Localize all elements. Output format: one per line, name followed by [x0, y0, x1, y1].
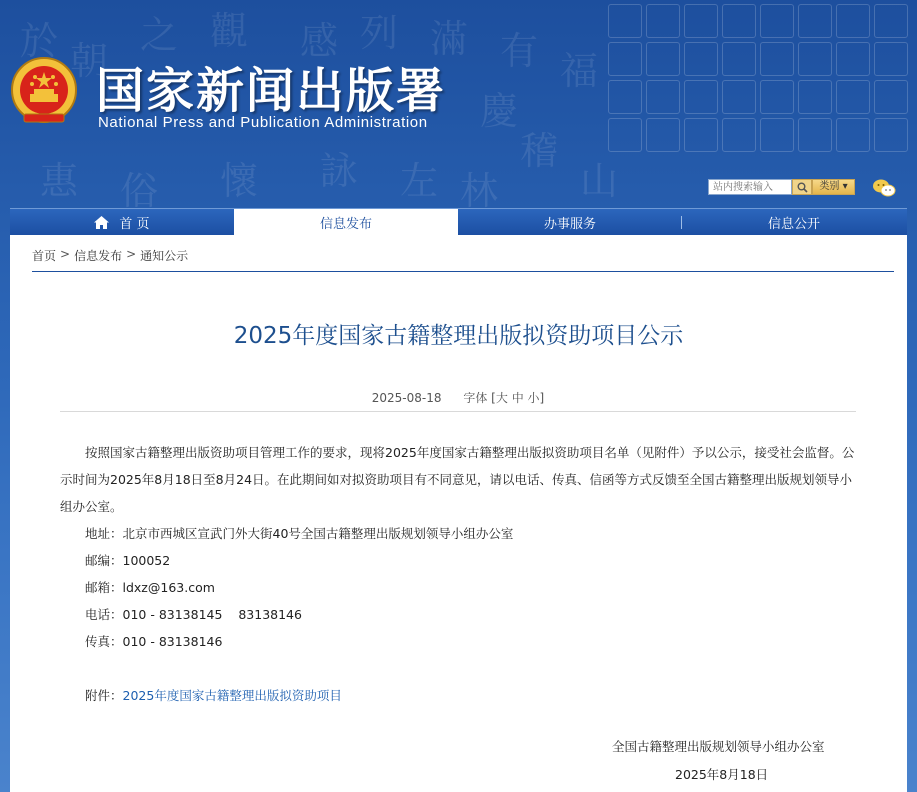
article-body — [60, 439, 860, 709]
search-input[interactable] — [708, 179, 792, 195]
home-icon — [94, 216, 109, 229]
font-size-medium[interactable]: 中 — [511, 391, 524, 405]
font-size-close: ] — [539, 391, 545, 405]
article-meta — [60, 389, 856, 412]
nav-info-disclosure[interactable] — [682, 209, 906, 235]
nav-services[interactable] — [458, 209, 682, 235]
article-paragraph: 按照国家古籍整理出版资助项目管理工作的要求，现将2025年度国家古籍整理出版拟资助项目名单（见附件）予以公示，接受社会监督。公示时间为2025年8月18日至8月24日。在此期间如对拟资助项目有不同意见，请以电话、传真、信函等方式反馈至全国古籍整理出版规划领导小组办公室。 — [60, 445, 855, 514]
font-size-label: 字体 [ — [463, 391, 496, 405]
site-subtitle: National Press and Publication Administration — [98, 114, 428, 131]
signature: 全国古籍整理出版规划领导小组办公室 — [612, 739, 825, 754]
breadcrumb-home[interactable]: 首页 — [32, 249, 57, 263]
main-content — [10, 235, 907, 792]
decorative-tiles — [604, 0, 917, 208]
attachment-label: 附件： — [85, 688, 123, 703]
attachment — [85, 682, 860, 709]
nav-info-disclosure-label: 信息公开 — [767, 216, 820, 232]
contact-fax: 传真：010 - 83138146 — [85, 634, 223, 649]
attachment-link[interactable]: 2025年度国家古籍整理出版拟资助项目 — [122, 688, 342, 703]
national-emblem-icon — [10, 56, 78, 128]
nav-home-label: 首 页 — [119, 216, 150, 232]
article-title: 2025年度国家古籍整理出版拟资助项目公示 — [233, 323, 684, 349]
contact-email: 邮箱：ldxz@163.com — [85, 580, 215, 595]
font-size-small[interactable]: 小 — [527, 391, 540, 405]
category-label: 类别 — [819, 181, 840, 192]
publish-date: 2025-08-18 — [371, 391, 442, 405]
nav-info-release-label: 信息发布 — [319, 216, 372, 232]
breadcrumb-notices[interactable]: 通知公示 — [140, 249, 189, 263]
site-header — [0, 0, 917, 208]
contact-postcode: 邮编：100052 — [85, 553, 171, 568]
site-title: 国家新闻出版署 — [96, 63, 447, 119]
breadcrumb-separator: > — [126, 247, 137, 261]
contact-phone: 电话：010 - 83138145 83138146 — [85, 607, 302, 622]
signature-date: 2025年8月18日 — [675, 767, 769, 782]
nav-info-release[interactable] — [234, 209, 458, 235]
font-size-large[interactable]: 大 — [495, 391, 508, 405]
category-dropdown[interactable] — [812, 179, 855, 195]
search-button[interactable] — [792, 179, 812, 195]
main-nav — [10, 208, 907, 235]
nav-home[interactable] — [10, 209, 234, 235]
breadcrumb-info-release[interactable]: 信息发布 — [74, 249, 123, 263]
contact-address: 地址：北京市西城区宣武门外大街40号全国古籍整理出版规划领导小组办公室 — [85, 526, 514, 541]
breadcrumb-separator: > — [60, 247, 71, 261]
breadcrumb — [32, 247, 894, 272]
search-icon — [797, 182, 808, 193]
nav-services-label: 办事服务 — [543, 216, 596, 232]
wechat-icon[interactable] — [872, 178, 896, 198]
chevron-down-icon: ▾ — [842, 181, 848, 192]
calligraphy-background: 於 朝 之 觀 感 列 滿 有 福 慶 稽 惠 俗 懷 詠 左 林 山 — [20, 9, 619, 213]
